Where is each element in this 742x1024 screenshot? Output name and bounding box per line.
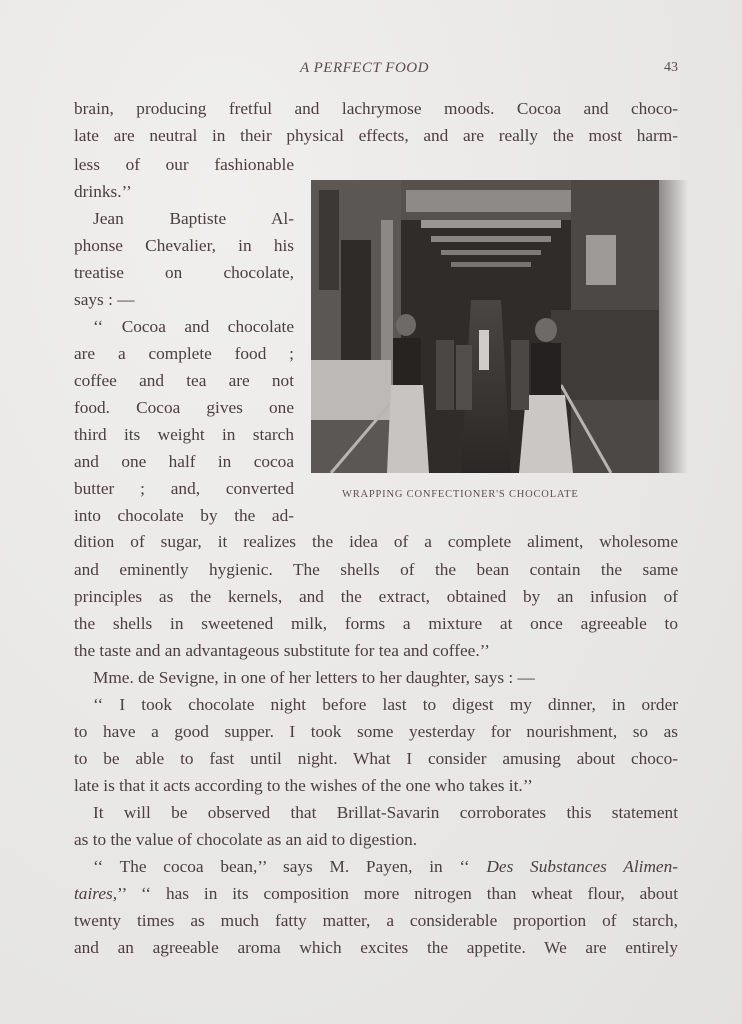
text-line: late is that it acts according to the wishes of the one who takes it.’’ [74,776,533,795]
text-line: are a complete food ; [74,344,294,363]
figure-caption: WRAPPING CONFECTIONER'S CHOCOLATE [342,489,579,500]
text-line: and eminently hygienic. The shells of the bean contain the same [74,560,678,579]
text-line: to be able to fast until night. What I consider amusing about choco- [74,749,678,768]
text-line: phonse Chevalier, in his [74,236,294,255]
text-line: coffee and tea are not [74,371,294,390]
text-line: dition of sugar, it realizes the idea of a complete aliment, wholesome [74,532,678,551]
text-line: the taste and an advantageous substitute for tea and coffee.’’ [74,641,490,660]
text-line: food. Cocoa gives one [74,398,294,417]
text-line: ‘‘ Cocoa and chocolate [93,317,294,336]
page-number: 43 [664,60,678,75]
text-line: ‘‘ I took chocolate night before last to digest my dinner, in order [93,695,678,714]
text-line: twenty times as much fatty matter, a considerable proportion of starch, [74,911,678,930]
text-line: the shells in sweetened milk, forms a mixture at once agreeable to [74,614,678,633]
text-line: late are neutral in their physical effects, and are really the most harm- [74,126,678,145]
text-line: less of our fashionable [74,155,294,174]
text-line-payen [93,853,678,880]
text-line: into chocolate by the ad- [74,506,294,525]
book-title-part: Des Substances Alimen- [486,857,678,876]
text-line: Mme. de Sevigne, in one of her letters to her daughter, says : — [93,668,535,687]
text-line: as to the value of chocolate as an aid to digestion. [74,830,418,849]
photo-fade-edge [659,180,689,473]
text-line: treatise on chocolate, [74,263,294,282]
text-line: principles as the kernels, and the extract, obtained by an infusion of [74,587,678,606]
book-title-part: taires, [74,884,118,903]
text-line-payen-2 [74,880,678,907]
text-line: and an agreeable aroma which excites the appetite. We are entirely [74,938,678,957]
text-line: drinks.’’ [74,182,132,201]
text-line: says : — [74,290,135,309]
text-line: to have a good supper. I took some yesterday for nourishment, so as [74,722,678,741]
photo-illustration [311,180,659,473]
running-head: A PERFECT FOOD [300,60,429,76]
payen-quote-text: ’’ ‘‘ has in its composition more nitrogen than wheat flour, about [117,884,678,903]
text-line: butter ; and, converted [74,479,294,498]
factory-photograph [311,180,659,473]
text-line: third its weight in starch [74,425,294,444]
text-line: and one half in cocoa [74,452,294,471]
text-line: brain, producing fretful and lachrymose moods. Cocoa and choco- [74,99,678,118]
text-line: It will be observed that Brillat-Savarin corroborates this statement [93,803,678,822]
payen-quote-intro: ‘‘ The cocoa bean,’’ says M. Payen, in ‘‘ [93,857,487,876]
text-line: Jean Baptiste Al- [93,209,294,228]
